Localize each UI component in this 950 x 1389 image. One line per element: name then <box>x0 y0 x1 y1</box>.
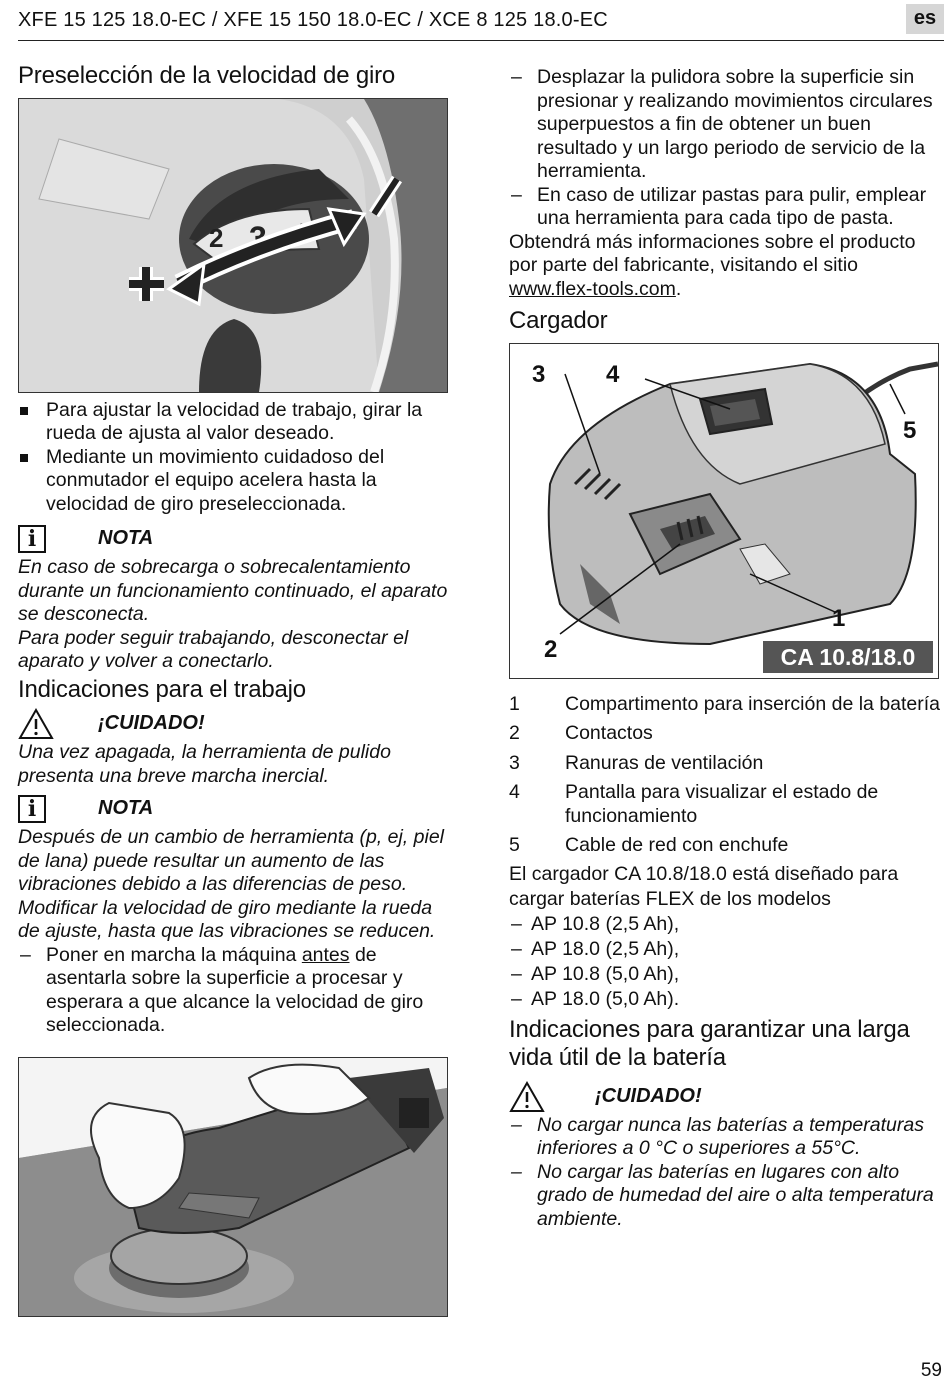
dash-item: – En caso de utilizar pastas para pulir, emplear una herramienta para cada tipo de pasta. <box>509 184 945 231</box>
page-number: 59 <box>920 1360 942 1381</box>
polishing-illustration <box>19 1058 447 1316</box>
legend-item: 1 Compartimento para inserción de la batería <box>509 692 941 715</box>
polishing-figure <box>18 1057 448 1317</box>
section-title-speed: Preselección de la velocidad de giro <box>18 62 396 89</box>
caution-label: ¡CUIDADO! <box>98 712 205 735</box>
battery-model: – AP 18.0 (2,5 Ah), <box>509 937 945 962</box>
bullet-item: Mediante un movimiento cuidadoso del conmutador el equipo acelera hasta la velocidad de giro preseleccionada. <box>18 446 450 517</box>
dial-number-2: 2 <box>209 222 224 253</box>
info-paragraph: Obtendrá más informaciones sobre el producto por parte del fabricante, visitando el sitio www.flex-tools.com. <box>509 230 916 300</box>
section-title-charger: Cargador <box>509 307 608 334</box>
note-label: NOTA <box>98 797 154 820</box>
note-heading <box>18 522 450 556</box>
callout-5: 5 <box>903 416 917 444</box>
legend-item: 4 Pantalla para visualizar el estado de funcionamiento <box>509 781 879 827</box>
charger-description: El cargador CA 10.8/18.0 está diseñado para cargar baterías FLEX de los modelos <box>509 862 899 910</box>
dial-number-3: 3 <box>249 219 267 256</box>
warning-icon <box>509 1081 545 1113</box>
callout-1: 1 <box>832 604 846 632</box>
dash-item: – Poner en marcha la máquina antes de asentarla sobre la superficie a procesar y esperara a que alcance la velocidad de giro seleccionada. <box>18 944 450 1038</box>
caution-heading <box>18 707 450 741</box>
caution-item: – No cargar las baterías en lugares con alto grado de humedad del aire o alta temperatura ambiente. <box>509 1161 945 1232</box>
header-divider <box>18 40 944 41</box>
charger-legend <box>509 693 945 858</box>
charger-model-label: CA 10.8/18.0 <box>780 643 916 670</box>
battery-model: – AP 18.0 (5,0 Ah). <box>509 987 945 1012</box>
section-title-battery: Indicaciones para garantizar una larga vida útil de la batería <box>509 1015 910 1071</box>
charger-figure <box>509 343 939 679</box>
caution-item: – No cargar nunca las baterías a temperaturas inferiores a 0 °C o superiores a 55°C. <box>509 1114 945 1161</box>
info-icon <box>18 525 46 553</box>
section-title-work: Indicaciones para el trabajo <box>18 675 306 703</box>
battery-model: – AP 10.8 (2,5 Ah), <box>509 912 945 937</box>
right-column <box>509 66 945 1231</box>
note-heading <box>18 792 450 826</box>
dash-item: – Desplazar la pulidora sobre la superficie sin presionar y realizando movimientos circulares superpuestos a fin de obtener un buen resultado y un largo periodo de servicio de la herramienta. <box>509 66 945 184</box>
bullet-item: Para ajustar la velocidad de trabajo, girar la rueda de ajusta al valor deseado. <box>18 399 450 446</box>
info-icon <box>18 795 46 823</box>
legend-item: 3 Ranuras de ventilación <box>509 751 764 774</box>
underlined-word: antes <box>301 943 350 966</box>
battery-model: – AP 10.8 (5,0 Ah), <box>509 962 945 987</box>
callout-2: 2 <box>544 635 558 663</box>
caution-label: ¡CUIDADO! <box>595 1084 702 1107</box>
caution-text: Una vez apagada, la herramienta de pulido presenta una breve marcha inercial. <box>18 741 391 787</box>
caution-heading <box>509 1080 945 1114</box>
legend-item: 2 Contactos <box>509 722 653 744</box>
header-models: XFE 15 125 18.0-EC / XFE 15 150 18.0-EC / XCE 8 125 18.0-EC <box>18 9 608 31</box>
legend-item: 5 Cable de red con enchufe <box>509 834 789 856</box>
language-badge: es <box>906 4 944 34</box>
website-link[interactable]: www.flex-tools.com <box>509 277 676 300</box>
note-label: NOTA <box>98 527 154 550</box>
left-column <box>18 64 450 1038</box>
callout-4: 4 <box>606 360 620 388</box>
note-text: Para poder seguir trabajando, desconectar el aparato y volver a conectarlo. <box>18 626 409 672</box>
speed-dial-illustration <box>19 99 447 392</box>
charger-illustration <box>510 344 938 678</box>
dial-number-4: 4 <box>294 218 307 244</box>
warning-icon <box>18 708 54 740</box>
note-text: En caso de sobrecarga o sobrecalentamiento durante un funcionamiento continuado, el aparato se desconecta. <box>18 556 448 625</box>
speed-dial-figure <box>18 98 448 393</box>
callout-3: 3 <box>532 360 546 388</box>
note-text: Después de un cambio de herramienta (p, ej, piel de lana) puede resultar un aumento de las vibraciones debido a las diferencias de peso. Modificar la velocidad de giro mediante la rueda de ajuste, hasta que las vibraciones se reducen. <box>18 826 444 942</box>
